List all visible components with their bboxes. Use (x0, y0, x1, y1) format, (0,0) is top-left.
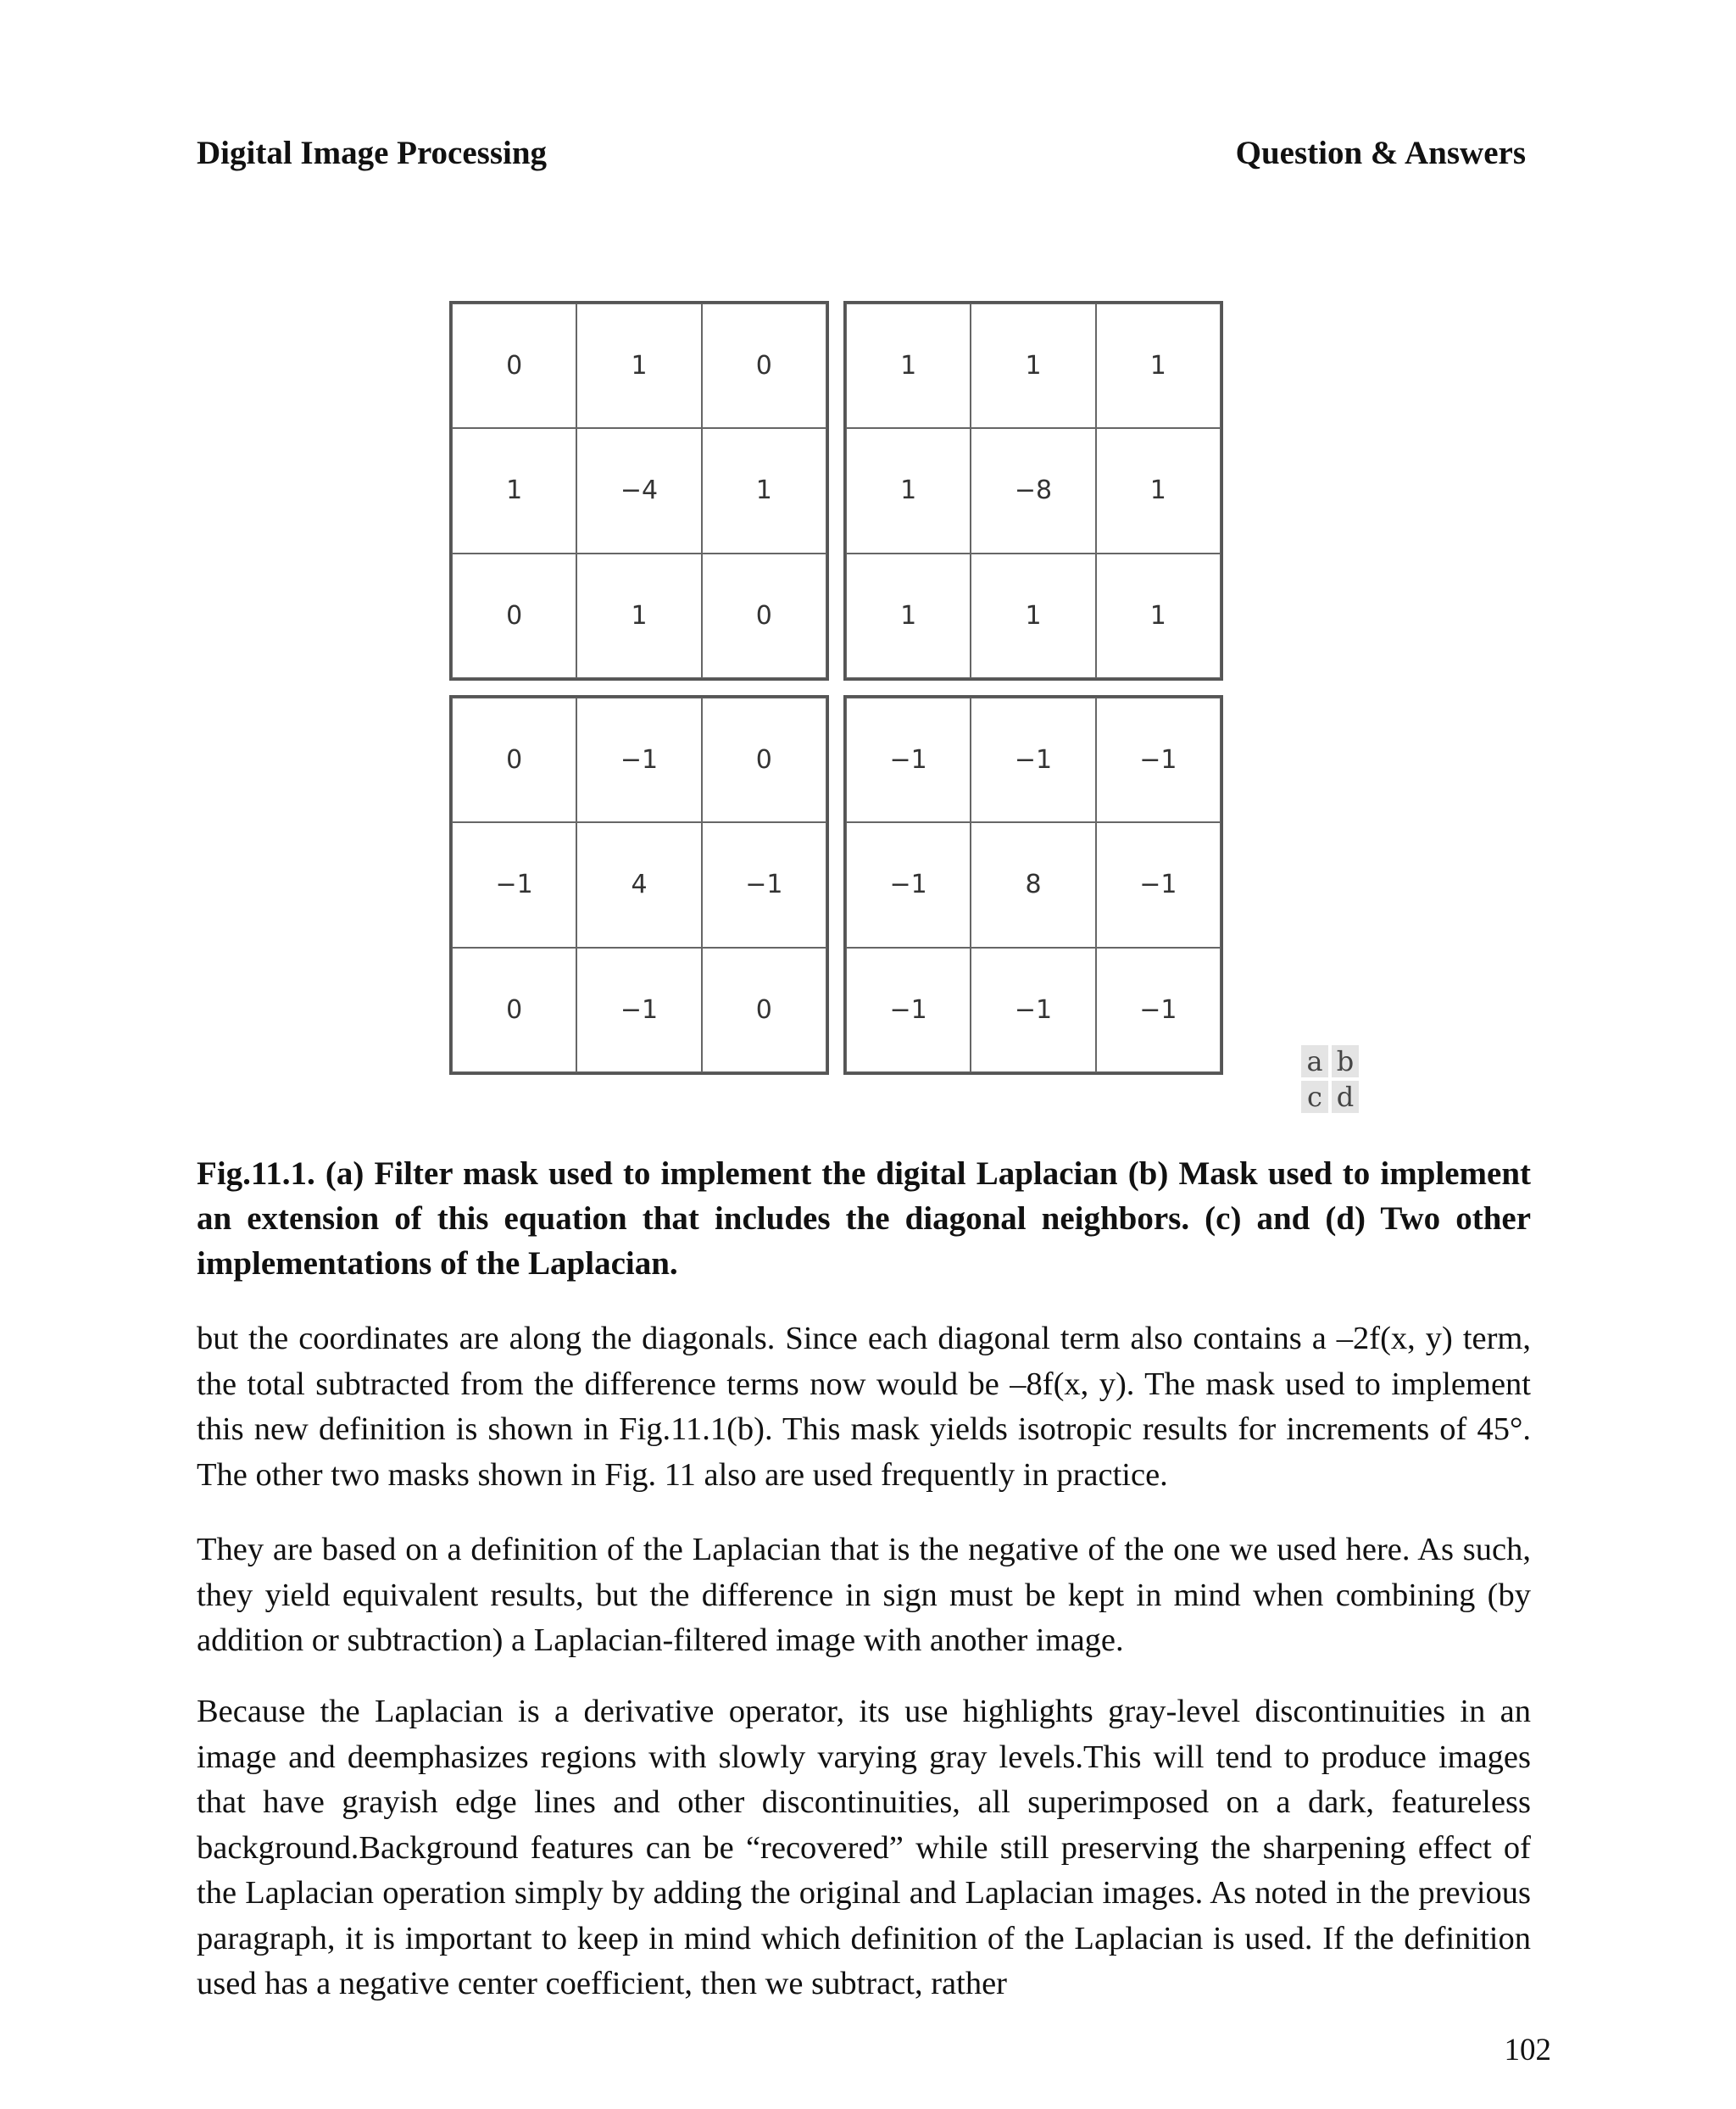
mask-cell: 0 (452, 554, 576, 678)
mask-cell: 1 (452, 428, 576, 553)
page-number: 102 (1504, 2033, 1551, 2067)
mask-cell: −1 (1096, 948, 1221, 1072)
mask-cell: −1 (702, 822, 826, 947)
panel-label-d: d (1332, 1081, 1359, 1113)
mask-cell: −1 (971, 698, 1095, 822)
mask-cell: 1 (846, 303, 971, 428)
mask-cell: 1 (1096, 554, 1221, 678)
mask-cell: −1 (971, 948, 1095, 1072)
mask-cell: 0 (702, 554, 826, 678)
laplacian-mask-b (843, 301, 1223, 681)
mask-cell: 1 (971, 303, 1095, 428)
mask-cell: −1 (1096, 822, 1221, 947)
mask-cell: −8 (971, 428, 1095, 553)
figure-panel-key (1301, 1045, 1359, 1113)
mask-cell: −1 (1096, 698, 1221, 822)
panel-label-a: a (1301, 1045, 1328, 1077)
mask-cell: 0 (452, 948, 576, 1072)
mask-cell: 0 (702, 948, 826, 1072)
laplacian-mask-a (449, 301, 829, 681)
mask-cell: −1 (846, 948, 971, 1072)
mask-cell: 0 (702, 303, 826, 428)
panel-label-b: b (1332, 1045, 1359, 1077)
mask-cell: 0 (452, 698, 576, 822)
laplacian-mask-c (449, 695, 829, 1075)
mask-cell: 1 (1096, 303, 1221, 428)
document-title: Digital Image Processing (197, 135, 548, 171)
body-paragraph-1: but the coordinates are along the diagonals. Since each diagonal term also contains a –2f(x, y) term, the total subtracted from the difference terms now would be –8f(x, y). The mask used to implement this new definition is shown in Fig.11.1(b). This mask yields isotropic results for increments of 45°. The other two masks shown in Fig. 11 also are used frequently in practice. (197, 1321, 1531, 1493)
body-paragraph-3: Because the Laplacian is a derivative operator, its use highlights gray-level discontinuities in an image and deemphasizes regions with slowly varying gray levels.This will tend to produce images that have grayish edge lines and other discontinuities, all superimposed on a dark, featureless background.Background features can be “recovered” while still preserving the sharpening effect of the Laplacian operation simply by adding the original and Laplacian images. As noted in the previous paragraph, it is important to keep in mind which definition of the Laplacian is used. If the definition used has a negative center coefficient, then we subtract, rather (197, 1694, 1531, 2001)
laplacian-mask-d (843, 695, 1223, 1075)
mask-cell: 0 (702, 698, 826, 822)
mask-cell: −1 (846, 822, 971, 947)
panel-label-c: c (1301, 1081, 1328, 1113)
mask-cell: 1 (971, 554, 1095, 678)
mask-cell: 4 (576, 822, 701, 947)
mask-cell: 0 (452, 303, 576, 428)
mask-cell: 1 (702, 428, 826, 553)
mask-cell: −1 (576, 948, 701, 1072)
body-paragraph-2: They are based on a definition of the Laplacian that is the negative of the one we used here. As such, they yield equivalent results, but the difference in sign must be kept in mind when combining (by addition or subtraction) a Laplacian-filtered image with another image. (197, 1532, 1531, 1658)
mask-cell: −1 (846, 698, 971, 822)
mask-cell: −4 (576, 428, 701, 553)
mask-cell: 1 (846, 428, 971, 553)
mask-cell: 8 (971, 822, 1095, 947)
mask-cell: −1 (576, 698, 701, 822)
mask-cell: 1 (576, 303, 701, 428)
mask-cell: 1 (576, 554, 701, 678)
mask-cell: 1 (846, 554, 971, 678)
figure-caption: Fig.11.1. (a) Filter mask used to implement the digital Laplacian (b) Mask used to implement an extension of this equation that includes the diagonal neighbors. (c) and (d) Two other implementations of the Laplacian. (197, 1155, 1531, 1282)
mask-cell: 1 (1096, 428, 1221, 553)
document-section: Question & Answers (1235, 135, 1526, 171)
mask-cell: −1 (452, 822, 576, 947)
